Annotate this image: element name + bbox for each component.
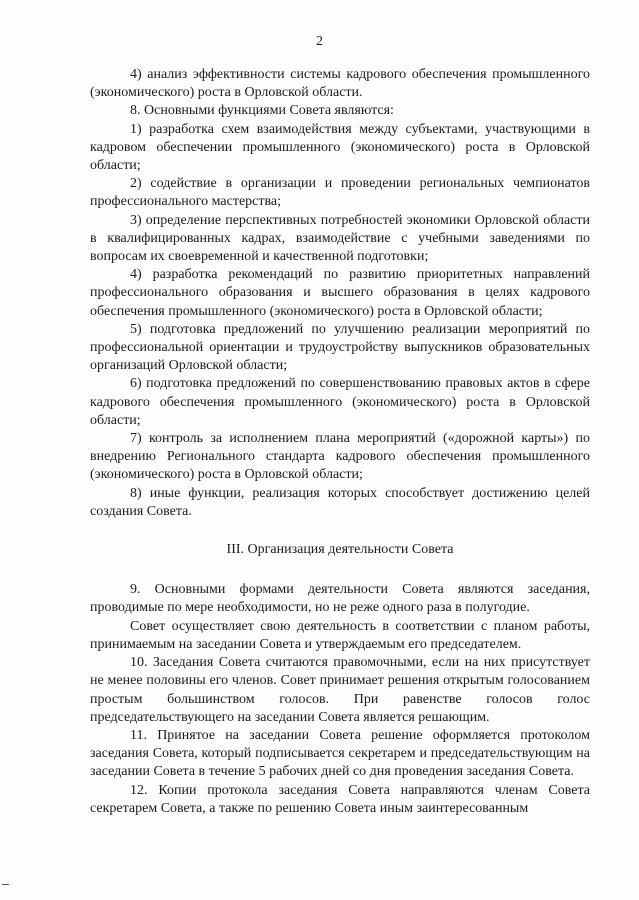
- list-item: 7) контроль за исполнением плана мероприятий («дорожной карты») по внедрению Регионального стандарта кадрового обеспечения промышленного (экономического) роста в Орловской области;: [90, 431, 590, 483]
- list-item: 5) подготовка предложений по улучшению реализации мероприятий по профессиональной ориентации и трудоустройству выпускников образовательных организаций Орловской области;: [90, 321, 590, 374]
- paragraph: 9. Основными формами деятельности Совета являются заседания, проводимые по мере необходимости, но не реже одного раза в полугодие.: [90, 582, 590, 616]
- document-body: [90, 66, 590, 818]
- paragraph: 10. Заседания Совета считаются правомочными, если на них присутствует не менее половины его членов. Совет принимает решения открытым голосованием простым большинством голосов. При равенстве голосов голос председательствующего на заседании Совета является решающим.: [90, 655, 590, 725]
- list-item: 6) подготовка предложений по совершенствованию правовых актов в сфере кадрового обеспечения промышленного (экономического) роста в Орловской области;: [90, 376, 590, 428]
- list-item: 8) иные функции, реализация которых способствует достижению целей создания Совета.: [90, 485, 590, 519]
- list-item: 1) разработка схем взаимодействия между субъектами, участвующими в кадровом обеспечении промышленного (экономического) роста в Орловской области;: [90, 121, 590, 174]
- list-item: 4) разработка рекомендаций по развитию приоритетных направлений профессионального образования и высшего образования в целях кадрового обеспечения промышленного (экономического) роста в Орловской области;: [90, 267, 590, 319]
- page-number: 2: [316, 34, 323, 49]
- paragraph: Совет осуществляет свою деятельность в соответствии с планом работы, принимаемым на заседании Совета и утверждаемым его председателем.: [90, 618, 590, 652]
- scan-edge-mark: [2, 884, 9, 885]
- paragraph: 12. Копии протокола заседания Совета направляются членам Совета секретарем Совета, а также по решению Совета иным заинтересованным: [90, 782, 590, 816]
- list-item: 3) определение перспективных потребностей экономики Орловской области в квалифицированных кадрах, взаимодействие с учебными заведениями по вопросам их своевременной и качественной подготовки;: [90, 212, 590, 265]
- paragraph: 4) анализ эффективности системы кадрового обеспечения промышленного (экономического) роста в Орловской области.: [90, 67, 590, 101]
- list-item: 2) содействие в организации и проведении региональных чемпионатов профессионального мастерства;: [90, 176, 590, 210]
- paragraph: 8. Основными функциями Совета являются:: [130, 103, 394, 119]
- paragraph: 11. Принятое на заседании Совета решение оформляется протоколом заседания Совета, который подписывается секретарем и председательствующим на заседании Совета в течение 5 рабочих дней со дня проведения заседания Совета.: [90, 727, 590, 780]
- section-heading: III. Организация деятельности Совета: [226, 542, 454, 558]
